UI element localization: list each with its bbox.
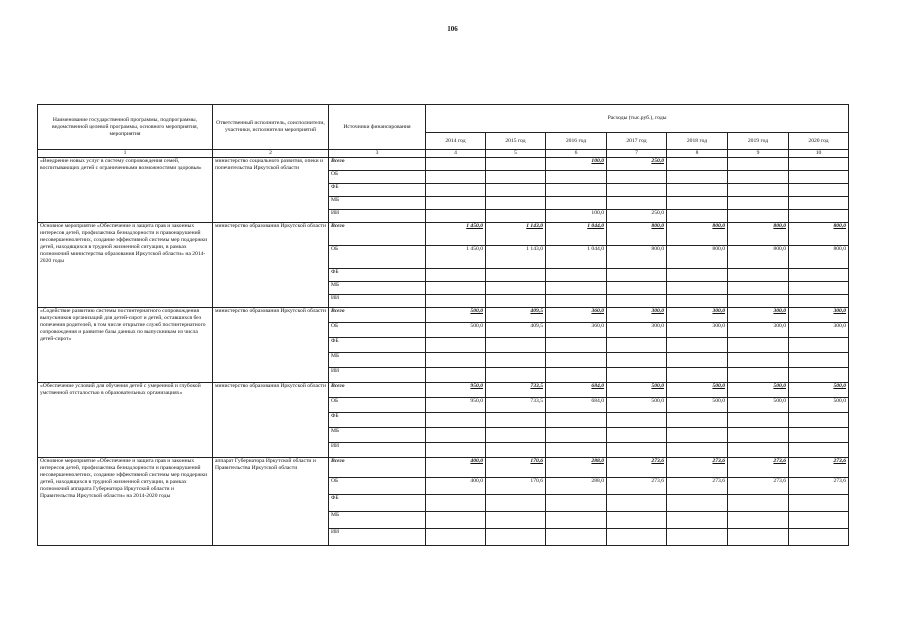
expense-value [728,171,789,184]
expense-value [607,282,667,295]
funding-source: МБ [329,428,426,443]
column-number: 1 [38,150,213,158]
expense-value [607,269,667,282]
funding-source: ФБ [329,413,426,428]
funding-source: ОБ [329,398,426,413]
expense-value: 400,0 [426,458,486,478]
expense-value [728,197,789,210]
expense-value: 800,0 [728,223,789,246]
expense-value [728,353,789,368]
expense-value: 684,0 [546,398,607,413]
header-name: Наименование государственной программы, подпрограммы, ведомственной целевой программы, основного мероприятия, мероприятия [38,105,213,150]
expense-value [426,353,486,368]
expense-value: 288,0 [546,478,607,495]
expense-value [486,529,546,546]
expense-value [789,338,849,353]
expense-value [607,413,667,428]
expense-value: 300,0 [607,308,667,323]
expense-value: 273,6 [728,478,789,495]
expense-value: 800,0 [607,223,667,246]
expense-value: 1 044,0 [546,223,607,246]
table-row [38,383,849,398]
header-year: 2014 год [426,133,486,150]
expense-value: 273,6 [789,458,849,478]
expense-value [546,428,607,443]
expense-value [607,495,667,512]
expense-value: 288,0 [546,458,607,478]
expense-value [426,368,486,383]
expense-value: 400,0 [426,478,486,495]
expense-value [789,368,849,383]
expense-value: 170,6 [486,458,546,478]
expense-value [546,512,607,529]
expense-value [667,338,728,353]
expense-value [789,529,849,546]
expense-value [728,210,789,223]
expense-value [667,368,728,383]
expense-value: 500,0 [789,383,849,398]
expense-value [728,158,789,171]
expense-value [426,269,486,282]
expense-value [728,529,789,546]
measure-name: «Содействие развитию системы постинтернатного сопровождения выпускников организаций для детей-сирот и детей, оставшихся без попечения родителей, в том числе открытие служб постинтернатного сопровождения и развитие базы данных по выпускникам из числа детей-сирот» [38,308,213,383]
expense-value: 409,5 [486,323,546,338]
expense-value [789,353,849,368]
expense-value [607,512,667,529]
expense-value [486,495,546,512]
funding-source: Всего [329,158,426,171]
expense-value: 733,5 [486,398,546,413]
expense-value [728,495,789,512]
expense-value [486,413,546,428]
expense-value: 1 450,0 [426,223,486,246]
measure-name: Основное мероприятие «Обеспечение и защита прав и законных интересов детей, профилактика безнадзорности и правонарушений несовершеннолетних, создание эффективной системы мер поддержки детей, находящихся в трудной жизненной ситуации, в рамках полномочий аппарата Губернатора Иркутской области и Правительства Иркутской области» на 2014-2020 годы [38,458,213,546]
expense-value [546,443,607,458]
expense-value [789,495,849,512]
funding-source: МБ [329,512,426,529]
expense-value [426,413,486,428]
column-number: 5 [486,150,546,158]
expense-value: 273,6 [607,478,667,495]
expense-value [486,443,546,458]
expense-value [426,158,486,171]
executor: министерство социального развития, опеки и попечительства Иркутской области [213,158,329,223]
expense-value [789,171,849,184]
expense-value: 409,5 [486,308,546,323]
header-source: Источники финансирования [329,105,426,150]
expense-value [728,428,789,443]
expense-value: 300,0 [607,323,667,338]
expense-value: 733,5 [486,383,546,398]
expense-value [607,443,667,458]
expense-value [789,210,849,223]
expense-value: 273,6 [607,458,667,478]
expense-value: 1 143,0 [486,223,546,246]
expense-value [728,295,789,308]
column-number: 9 [728,150,789,158]
expense-value [486,210,546,223]
expense-value: 300,0 [728,323,789,338]
measure-name: «Обеспечение условий для обучения детей с умеренной и глубокой умственной отсталостью в образовательных организациях» [38,383,213,458]
expense-value [546,368,607,383]
expense-value: 500,0 [426,323,486,338]
expense-value [426,210,486,223]
expense-value [426,282,486,295]
expense-value: 300,0 [728,308,789,323]
expense-value: 1 143,0 [486,246,546,269]
expense-value [546,171,607,184]
funding-source: ФБ [329,184,426,197]
expense-value: 950,0 [426,398,486,413]
funding-source: Всего [329,223,426,246]
column-number: 4 [426,150,486,158]
expense-value: 800,0 [728,246,789,269]
expense-value [426,338,486,353]
expense-value [546,269,607,282]
expense-value [789,184,849,197]
expense-value [607,428,667,443]
expense-value [546,338,607,353]
expense-value [607,368,667,383]
expense-value [728,338,789,353]
expense-value: 100,0 [546,210,607,223]
funding-source: Всего [329,308,426,323]
expense-value [486,171,546,184]
expense-value: 360,0 [546,323,607,338]
expense-value [607,295,667,308]
expense-value [728,282,789,295]
expense-value [728,269,789,282]
expense-value [486,158,546,171]
expense-value [728,413,789,428]
expense-value: 273,6 [789,478,849,495]
table-row [38,458,849,478]
expense-value: 800,0 [789,223,849,246]
measure-name: Основное мероприятие «Обеспечение и защита прав и законных интересов детей, профилактика безнадзорности и правонарушений несовершеннолетних, создание эффективной системы мер поддержки детей, находящихся в трудной жизненной ситуации, в рамках полномочий министерства образования Иркутской области» на 2014-2020 годы [38,223,213,308]
funding-source: Всего [329,383,426,398]
column-number: 10 [789,150,849,158]
expense-value [546,413,607,428]
expense-value [789,413,849,428]
expense-value [789,295,849,308]
funding-source: ОБ [329,478,426,495]
expense-value: 800,0 [607,246,667,269]
funding-source: ОБ [329,323,426,338]
expense-value [486,512,546,529]
expense-value: 100,0 [546,158,607,171]
expense-value [426,495,486,512]
expense-value: 500,0 [426,308,486,323]
column-number: 3 [329,150,426,158]
expense-value [607,184,667,197]
expense-value: 950,0 [426,383,486,398]
expense-value: 273,6 [728,458,789,478]
expense-value [426,171,486,184]
expense-value: 500,0 [667,383,728,398]
expense-value [486,368,546,383]
expense-value [486,295,546,308]
table-row [38,158,849,171]
expense-value: 360,0 [546,308,607,323]
header-year: 2019 год [728,133,789,150]
expense-value: 800,0 [667,223,728,246]
expense-value: 800,0 [667,246,728,269]
expense-value: 500,0 [667,398,728,413]
expense-value [486,184,546,197]
funding-source: ИИ [329,210,426,223]
expense-value [607,338,667,353]
executor: министерство образования Иркутской области [213,308,329,383]
expense-value [546,495,607,512]
funding-source: ИИ [329,295,426,308]
expense-value: 300,0 [789,323,849,338]
expense-value: 500,0 [607,383,667,398]
funding-source: ФБ [329,269,426,282]
expense-value [486,197,546,210]
expense-value [607,353,667,368]
expense-value: 273,6 [667,478,728,495]
expense-value [789,197,849,210]
expense-value [728,184,789,197]
header-year: 2018 год [667,133,728,150]
table-body [38,158,849,546]
expense-value: 1 450,0 [426,246,486,269]
table-row [38,308,849,323]
expense-value [667,295,728,308]
executor: министерство образования Иркутской области [213,383,329,458]
expense-value [486,353,546,368]
expense-value [667,428,728,443]
expense-value [667,529,728,546]
header-year: 2017 год [607,133,667,150]
expense-value [667,353,728,368]
expense-value [789,282,849,295]
expense-value: 1 044,0 [546,246,607,269]
expense-value [426,184,486,197]
expense-value [486,338,546,353]
expense-value: 800,0 [789,246,849,269]
executor: аппарат Губернатора Иркутской области и Правительства Иркутской области [213,458,329,546]
column-number: 2 [213,150,329,158]
expense-value [789,428,849,443]
expense-value [789,512,849,529]
expense-value: 250,0 [607,158,667,171]
expense-value [667,495,728,512]
funding-source: ИИ [329,443,426,458]
expense-value [486,269,546,282]
expense-value [607,171,667,184]
expense-value: 300,0 [667,323,728,338]
expense-value [667,443,728,458]
funding-source: ФБ [329,338,426,353]
header-year: 2016 год [546,133,607,150]
expense-value [667,158,728,171]
expense-value [789,443,849,458]
column-number: 6 [546,150,607,158]
expense-value: 273,6 [667,458,728,478]
funding-source: ОБ [329,171,426,184]
expense-value: 500,0 [607,398,667,413]
expense-value [546,197,607,210]
expense-value [667,184,728,197]
expense-value [426,428,486,443]
expense-value: 250,0 [607,210,667,223]
expense-value [426,295,486,308]
expense-value [789,158,849,171]
expense-value [546,295,607,308]
funding-source: ИИ [329,368,426,383]
column-number: 8 [667,150,728,158]
funding-source: МБ [329,282,426,295]
funding-source: Всего [329,458,426,478]
expense-value: 300,0 [667,308,728,323]
funding-source: ОБ [329,246,426,269]
expense-value [426,443,486,458]
expense-value [667,197,728,210]
expense-value [667,269,728,282]
column-number: 7 [607,150,667,158]
expense-value: 500,0 [728,398,789,413]
funding-source: ФБ [329,495,426,512]
expense-value [607,529,667,546]
expense-value [728,512,789,529]
expense-value: 170,6 [486,478,546,495]
funding-source: МБ [329,353,426,368]
expense-value [426,197,486,210]
measure-name: «Внедрение новых услуг в систему сопровождения семей, воспитывающих детей с ограниченными возможностями здоровья» [38,158,213,223]
expense-value [546,529,607,546]
expense-value [667,282,728,295]
expense-value [667,171,728,184]
expense-value [728,368,789,383]
header-expenses: Расходы (тыс.руб.), годы [426,105,849,133]
expense-value [667,413,728,428]
expense-value [426,529,486,546]
expense-value [789,269,849,282]
expense-value: 500,0 [789,398,849,413]
budget-table [37,104,849,546]
page-number: 106 [447,25,458,33]
expense-value: 684,0 [546,383,607,398]
expense-value [546,184,607,197]
expense-value [667,210,728,223]
header-year: 2015 год [486,133,546,150]
expense-value [546,353,607,368]
expense-value [607,197,667,210]
funding-source: ИИ [329,529,426,546]
header-year: 2020 год [789,133,849,150]
expense-value [426,512,486,529]
expense-value [667,512,728,529]
expense-value: 300,0 [789,308,849,323]
table-row [38,223,849,246]
expense-value [486,428,546,443]
expense-value [728,443,789,458]
executor: министерство образования Иркутской области [213,223,329,308]
expense-value [546,282,607,295]
expense-value: 500,0 [728,383,789,398]
header-executor: Ответственный исполнитель, соисполнители, участники, исполнители мероприятий [213,105,329,150]
expense-value [486,282,546,295]
funding-source: МБ [329,197,426,210]
